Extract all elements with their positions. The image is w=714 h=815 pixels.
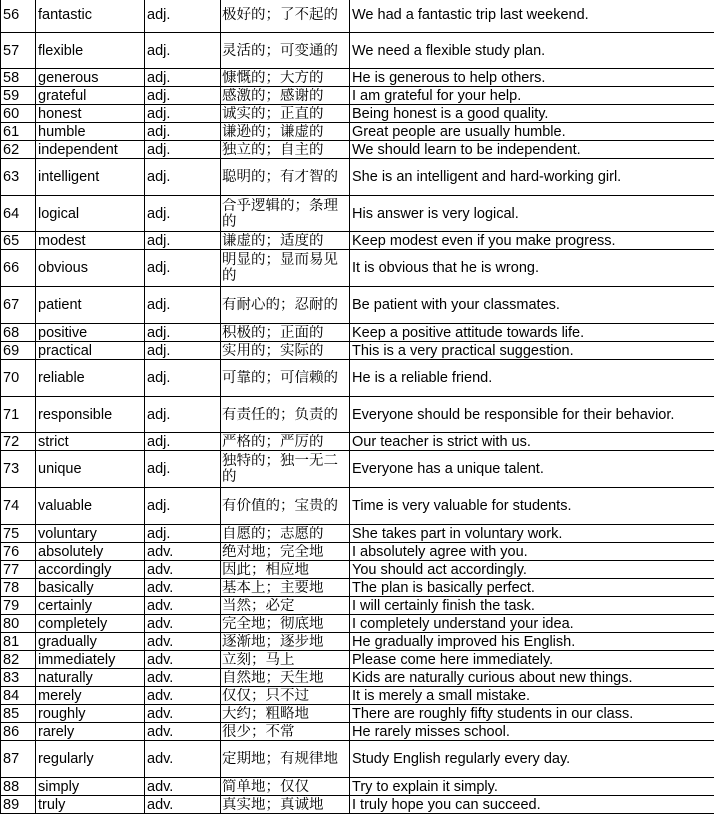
table-row	[1, 141, 714, 159]
part-of-speech: adj.	[145, 397, 221, 433]
english-word: independent	[36, 141, 145, 159]
english-word: basically	[36, 579, 145, 597]
chinese-meaning	[221, 250, 350, 287]
part-of-speech: adj.	[145, 342, 221, 360]
table-row	[1, 778, 714, 796]
english-word: flexible	[36, 33, 145, 69]
english-word: truly	[36, 796, 145, 814]
chinese-meaning	[221, 287, 350, 324]
english-word: unique	[36, 451, 145, 488]
row-number: 72	[1, 433, 36, 451]
chinese-meaning-text: 明显的；显而易见的	[222, 252, 338, 284]
table-row	[1, 342, 714, 360]
row-number: 56	[1, 0, 36, 33]
example-sentence: The plan is basically perfect.	[350, 579, 714, 597]
part-of-speech: adv.	[145, 778, 221, 796]
part-of-speech: adv.	[145, 705, 221, 723]
table-row	[1, 69, 714, 87]
chinese-meaning	[221, 123, 350, 141]
chinese-meaning-text: 极好的；了不起的	[222, 6, 338, 23]
english-word: positive	[36, 324, 145, 342]
row-number: 64	[1, 196, 36, 232]
part-of-speech: adv.	[145, 741, 221, 778]
chinese-meaning-text: 诚实的；正直的	[222, 105, 324, 122]
chinese-meaning	[221, 796, 350, 814]
chinese-meaning	[221, 324, 350, 342]
chinese-meaning-text: 大约；粗略地	[222, 705, 309, 722]
chinese-meaning	[221, 687, 350, 705]
table-row	[1, 651, 714, 669]
chinese-meaning-text: 慷慨的；大方的	[222, 69, 324, 86]
english-word: honest	[36, 105, 145, 123]
example-sentence: We should learn to be independent.	[350, 141, 714, 159]
chinese-meaning-text: 谦虚的；适度的	[222, 232, 324, 249]
example-sentence: It is obvious that he is wrong.	[350, 250, 714, 287]
table-row	[1, 579, 714, 597]
english-word: merely	[36, 687, 145, 705]
table-row	[1, 543, 714, 561]
chinese-meaning	[221, 579, 350, 597]
example-sentence: She takes part in voluntary work.	[350, 525, 714, 543]
row-number: 58	[1, 69, 36, 87]
table-row	[1, 397, 714, 433]
row-number: 71	[1, 397, 36, 433]
example-sentence: He is generous to help others.	[350, 69, 714, 87]
table-row	[1, 741, 714, 778]
table-row	[1, 615, 714, 633]
example-sentence: Everyone should be responsible for their behavior.	[350, 397, 714, 433]
example-sentence: He rarely misses school.	[350, 723, 714, 741]
row-number: 66	[1, 250, 36, 287]
table-row	[1, 196, 714, 232]
table-row	[1, 669, 714, 687]
chinese-meaning	[221, 651, 350, 669]
table-row	[1, 525, 714, 543]
example-sentence: I absolutely agree with you.	[350, 543, 714, 561]
row-number: 65	[1, 232, 36, 250]
chinese-meaning-text: 自愿的；志愿的	[222, 525, 324, 542]
english-word: practical	[36, 342, 145, 360]
english-word: generous	[36, 69, 145, 87]
chinese-meaning	[221, 196, 350, 232]
part-of-speech: adv.	[145, 561, 221, 579]
chinese-meaning-text: 有耐心的；忍耐的	[222, 297, 338, 313]
example-sentence: We had a fantastic trip last weekend.	[350, 0, 714, 33]
row-number: 73	[1, 451, 36, 488]
english-word: obvious	[36, 250, 145, 287]
chinese-meaning	[221, 543, 350, 561]
row-number: 88	[1, 778, 36, 796]
example-sentence: Our teacher is strict with us.	[350, 433, 714, 451]
english-word: absolutely	[36, 543, 145, 561]
table-row	[1, 561, 714, 579]
english-word: grateful	[36, 87, 145, 105]
example-sentence: He gradually improved his English.	[350, 633, 714, 651]
part-of-speech: adj.	[145, 433, 221, 451]
row-number: 77	[1, 561, 36, 579]
english-word: responsible	[36, 397, 145, 433]
part-of-speech: adj.	[145, 33, 221, 69]
table-row	[1, 287, 714, 324]
chinese-meaning	[221, 159, 350, 196]
part-of-speech: adv.	[145, 633, 221, 651]
vocabulary-table-body	[1, 0, 714, 814]
chinese-meaning	[221, 105, 350, 123]
chinese-meaning-text: 独立的；自主的	[222, 141, 324, 158]
chinese-meaning	[221, 525, 350, 543]
chinese-meaning	[221, 33, 350, 69]
example-sentence: Try to explain it simply.	[350, 778, 714, 796]
example-sentence: Time is very valuable for students.	[350, 488, 714, 525]
chinese-meaning	[221, 597, 350, 615]
english-word: valuable	[36, 488, 145, 525]
chinese-meaning-text: 实用的；实际的	[222, 342, 324, 359]
table-row	[1, 687, 714, 705]
table-row	[1, 796, 714, 814]
row-number: 61	[1, 123, 36, 141]
chinese-meaning-text: 独特的；独一无二的	[222, 453, 338, 485]
table-row	[1, 159, 714, 196]
chinese-meaning-text: 当然；必定	[222, 597, 295, 614]
table-row	[1, 324, 714, 342]
table-row	[1, 597, 714, 615]
chinese-meaning	[221, 433, 350, 451]
row-number: 78	[1, 579, 36, 597]
chinese-meaning	[221, 451, 350, 488]
row-number: 76	[1, 543, 36, 561]
chinese-meaning	[221, 705, 350, 723]
part-of-speech: adv.	[145, 723, 221, 741]
part-of-speech: adv.	[145, 543, 221, 561]
english-word: fantastic	[36, 0, 145, 33]
part-of-speech: adv.	[145, 615, 221, 633]
row-number: 75	[1, 525, 36, 543]
example-sentence: There are roughly fifty students in our class.	[350, 705, 714, 723]
part-of-speech: adv.	[145, 687, 221, 705]
chinese-meaning-text: 逐渐地；逐步地	[222, 633, 324, 650]
english-word: gradually	[36, 633, 145, 651]
english-word: regularly	[36, 741, 145, 778]
example-sentence: Great people are usually humble.	[350, 123, 714, 141]
example-sentence: Study English regularly every day.	[350, 741, 714, 778]
chinese-meaning-text: 自然地；天生地	[222, 669, 324, 686]
row-number: 83	[1, 669, 36, 687]
chinese-meaning	[221, 669, 350, 687]
chinese-meaning-text: 感激的；感谢的	[222, 87, 324, 104]
row-number: 59	[1, 87, 36, 105]
example-sentence: This is a very practical suggestion.	[350, 342, 714, 360]
english-word: patient	[36, 287, 145, 324]
english-word: reliable	[36, 360, 145, 397]
example-sentence: Keep modest even if you make progress.	[350, 232, 714, 250]
part-of-speech: adj.	[145, 105, 221, 123]
table-row	[1, 633, 714, 651]
chinese-meaning-text: 完全地；彻底地	[222, 615, 324, 632]
chinese-meaning-text: 仅仅；只不过	[222, 687, 309, 704]
part-of-speech: adj.	[145, 87, 221, 105]
chinese-meaning	[221, 232, 350, 250]
part-of-speech: adv.	[145, 579, 221, 597]
chinese-meaning-text: 合乎逻辑的；条理的	[222, 197, 338, 230]
part-of-speech: adj.	[145, 324, 221, 342]
table-row	[1, 87, 714, 105]
example-sentence: Keep a positive attitude towards life.	[350, 324, 714, 342]
row-number: 62	[1, 141, 36, 159]
chinese-meaning	[221, 360, 350, 397]
chinese-meaning	[221, 69, 350, 87]
table-row	[1, 0, 714, 33]
row-number: 67	[1, 287, 36, 324]
chinese-meaning-text: 有责任的；负责的	[222, 406, 338, 423]
table-row	[1, 123, 714, 141]
example-sentence: Being honest is a good quality.	[350, 105, 714, 123]
chinese-meaning-text: 可靠的；可信赖的	[222, 370, 338, 386]
row-number: 70	[1, 360, 36, 397]
english-word: strict	[36, 433, 145, 451]
part-of-speech: adj.	[145, 123, 221, 141]
example-sentence: Everyone has a unique talent.	[350, 451, 714, 488]
chinese-meaning	[221, 633, 350, 651]
row-number: 57	[1, 33, 36, 69]
part-of-speech: adj.	[145, 196, 221, 232]
chinese-meaning-text: 聪明的；有才智的	[222, 169, 338, 185]
table-row	[1, 232, 714, 250]
english-word: certainly	[36, 597, 145, 615]
chinese-meaning-text: 有价值的；宝贵的	[222, 498, 338, 514]
part-of-speech: adj.	[145, 525, 221, 543]
table-row	[1, 33, 714, 69]
english-word: roughly	[36, 705, 145, 723]
chinese-meaning-text: 基本上；主要地	[222, 579, 324, 596]
row-number: 68	[1, 324, 36, 342]
english-word: logical	[36, 196, 145, 232]
row-number: 80	[1, 615, 36, 633]
chinese-meaning	[221, 561, 350, 579]
table-row	[1, 105, 714, 123]
chinese-meaning-text: 绝对地；完全地	[222, 543, 324, 560]
chinese-meaning	[221, 723, 350, 741]
chinese-meaning-text: 立刻；马上	[222, 651, 295, 668]
chinese-meaning	[221, 488, 350, 525]
row-number: 85	[1, 705, 36, 723]
example-sentence: You should act accordingly.	[350, 561, 714, 579]
row-number: 82	[1, 651, 36, 669]
example-sentence: She is an intelligent and hard-working girl.	[350, 159, 714, 196]
table-row	[1, 488, 714, 525]
example-sentence: Kids are naturally curious about new things.	[350, 669, 714, 687]
table-row	[1, 723, 714, 741]
row-number: 74	[1, 488, 36, 525]
part-of-speech: adj.	[145, 451, 221, 488]
chinese-meaning	[221, 342, 350, 360]
part-of-speech: adj.	[145, 287, 221, 324]
example-sentence: I am grateful for your help.	[350, 87, 714, 105]
part-of-speech: adj.	[145, 141, 221, 159]
table-row	[1, 433, 714, 451]
chinese-meaning-text: 因此；相应地	[222, 561, 309, 578]
example-sentence: It is merely a small mistake.	[350, 687, 714, 705]
part-of-speech: adv.	[145, 669, 221, 687]
part-of-speech: adj.	[145, 488, 221, 525]
chinese-meaning	[221, 87, 350, 105]
english-word: naturally	[36, 669, 145, 687]
chinese-meaning-text: 简单地；仅仅	[222, 778, 309, 795]
part-of-speech: adv.	[145, 796, 221, 814]
row-number: 89	[1, 796, 36, 814]
table-row	[1, 705, 714, 723]
example-sentence: Please come here immediately.	[350, 651, 714, 669]
english-word: modest	[36, 232, 145, 250]
part-of-speech: adj.	[145, 159, 221, 196]
row-number: 84	[1, 687, 36, 705]
chinese-meaning	[221, 397, 350, 433]
chinese-meaning	[221, 778, 350, 796]
table-row	[1, 360, 714, 397]
english-word: voluntary	[36, 525, 145, 543]
row-number: 86	[1, 723, 36, 741]
part-of-speech: adv.	[145, 597, 221, 615]
example-sentence: I completely understand your idea.	[350, 615, 714, 633]
part-of-speech: adv.	[145, 651, 221, 669]
part-of-speech: adj.	[145, 250, 221, 287]
row-number: 69	[1, 342, 36, 360]
chinese-meaning-text: 真实地；真诚地	[222, 796, 324, 813]
chinese-meaning-text: 严格的；严厉的	[222, 433, 324, 450]
example-sentence: I will certainly finish the task.	[350, 597, 714, 615]
row-number: 63	[1, 159, 36, 196]
chinese-meaning-text: 积极的；正面的	[222, 324, 324, 341]
chinese-meaning-text: 谦逊的；谦虚的	[222, 123, 324, 140]
chinese-meaning-text: 定期地；有规律地	[222, 751, 338, 767]
english-word: accordingly	[36, 561, 145, 579]
table-row	[1, 451, 714, 488]
row-number: 60	[1, 105, 36, 123]
row-number: 79	[1, 597, 36, 615]
part-of-speech: adj.	[145, 0, 221, 33]
english-word: immediately	[36, 651, 145, 669]
example-sentence: We need a flexible study plan.	[350, 33, 714, 69]
part-of-speech: adj.	[145, 69, 221, 87]
chinese-meaning	[221, 141, 350, 159]
chinese-meaning-text: 很少；不常	[222, 723, 295, 740]
part-of-speech: adj.	[145, 360, 221, 397]
row-number: 87	[1, 741, 36, 778]
example-sentence: His answer is very logical.	[350, 196, 714, 232]
chinese-meaning-text: 灵活的；可变通的	[222, 42, 338, 59]
table-row	[1, 250, 714, 287]
english-word: humble	[36, 123, 145, 141]
english-word: rarely	[36, 723, 145, 741]
example-sentence: Be patient with your classmates.	[350, 287, 714, 324]
example-sentence: I truly hope you can succeed.	[350, 796, 714, 814]
english-word: simply	[36, 778, 145, 796]
english-word: intelligent	[36, 159, 145, 196]
chinese-meaning	[221, 741, 350, 778]
english-word: completely	[36, 615, 145, 633]
row-number: 81	[1, 633, 36, 651]
chinese-meaning	[221, 0, 350, 33]
example-sentence: He is a reliable friend.	[350, 360, 714, 397]
chinese-meaning	[221, 615, 350, 633]
part-of-speech: adj.	[145, 232, 221, 250]
